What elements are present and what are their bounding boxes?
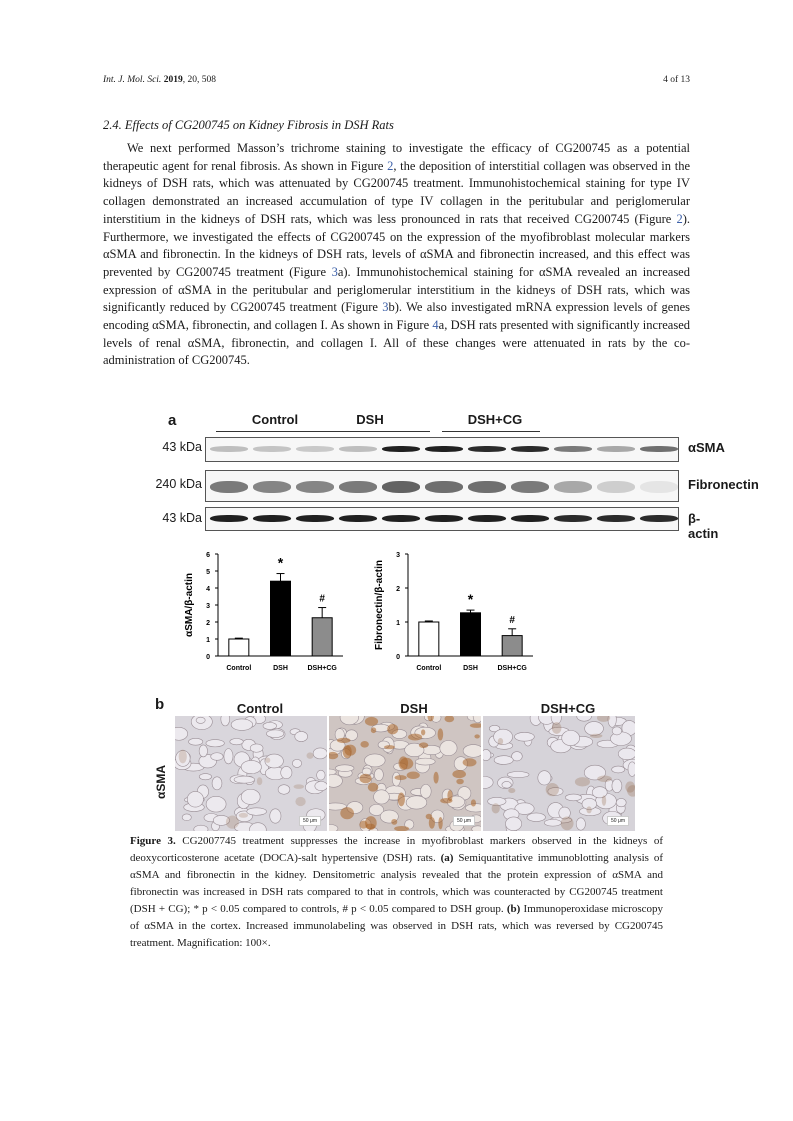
page-number: 4 of 13 [663,75,690,85]
blot-band [210,515,248,522]
kda-label: 43 kDa [162,511,202,525]
figure-link[interactable]: 2 [676,211,683,226]
category-label: DSH [463,665,478,672]
tubule [313,748,327,759]
micro-title-dshcg: DSH+CG [540,701,596,716]
blot-band [468,481,506,493]
stain-deposit [440,798,452,803]
tubule [247,808,267,815]
tubule [628,762,635,777]
tubule [440,740,457,755]
y-tick-label: 2 [396,586,400,593]
blot-band [339,515,377,522]
stain-deposit [590,734,603,738]
stain-deposit [394,826,409,831]
micrograph-dsh [329,716,481,831]
tubule [576,818,585,830]
tubule [317,770,325,780]
blot-band [296,446,334,452]
tubule [415,758,435,765]
figure-link[interactable]: 3 [382,300,389,315]
bar [271,581,291,656]
stain-deposit [575,777,590,786]
stain-deposit [398,792,405,806]
panel-b-label: b [155,696,165,713]
chart-fibronectin [360,544,560,684]
stain-deposit [395,775,407,780]
tubule [187,791,203,807]
tubule [230,739,243,745]
blot-band [554,446,592,452]
caption-label: Figure 3. [130,835,176,847]
stain-deposit [295,797,305,806]
tubule [206,740,224,747]
blot-band [425,446,463,452]
tubule [494,756,513,765]
group-label-dsh: DSH [356,412,384,427]
stain-deposit [421,729,425,735]
tubule [231,719,253,731]
stain-deposit [371,727,376,733]
blot-band [382,515,420,522]
significance-marker: * [277,554,284,571]
tubule [182,814,191,821]
tubule [189,738,203,745]
tubule [270,809,281,823]
stain-deposit [226,815,239,828]
y-tick-label: 1 [396,620,400,627]
stain-deposit [586,806,591,813]
category-label: Control [416,665,442,672]
tubule [374,769,383,781]
blot-band [597,515,635,522]
tubule [612,766,625,773]
significance-marker: # [319,593,325,605]
blot-band [339,446,377,452]
tubule [463,745,481,758]
tubule [221,716,230,726]
bar [312,618,332,656]
blot-band [425,515,463,522]
tubule [612,727,622,735]
bar [229,639,249,656]
blot-band [296,515,334,522]
blot-band [253,515,291,522]
scale-bar: 50 μm [299,816,321,826]
tubule [565,794,581,801]
blot-band [640,481,678,493]
tubule [212,777,222,790]
tubule [505,817,521,831]
micrograph-texture [483,716,635,831]
figure-link[interactable]: 3 [331,264,338,279]
blot-band [597,481,635,493]
tubule [278,785,290,795]
chart-asma [170,544,370,684]
section-title: 2.4. Effects of CG200745 on Kidney Fibrosis in DSH Rats [103,118,394,132]
blot-band [511,446,549,452]
y-axis-label: Fibronectin/β-actin [374,560,385,650]
y-tick-label: 3 [396,552,400,559]
blot-band [425,481,463,493]
stain-deposit [429,817,435,829]
tubule [241,789,260,804]
bar [419,622,439,656]
tubule [562,730,580,745]
micrograph-texture [329,716,481,831]
micrograph-control [175,716,327,831]
paragraph-text: a, DSH rats presented with significantly increased levels of renal αSMA, fibronectin, and collagen I. All of these changes were attenuated in rats by the co-administration of CG200745. [103,318,690,368]
journal-volume: , 20, 508 [182,75,216,85]
figure-link[interactable]: 4 [432,318,439,333]
stain-deposit [602,795,606,805]
stain-deposit [508,788,515,793]
significance-marker: # [509,614,515,626]
tubule [335,765,354,772]
y-tick-label: 5 [206,569,210,576]
stain-deposit [471,799,476,806]
stain-deposit [179,750,187,764]
group-label-dshcg: DSH+CG [467,412,523,427]
stain-deposit [552,722,562,734]
caption-text: Semiquantitative immunoblotting analysis of αSMA and fibronectin in the kidney. Densitometric analysis revealed that the protein expression of αSMA and fibronectin was increased in DSH rats compared to that in controls, which was counteracted by CG200745 treatment (DSH + CG); * p < 0.05 compared to controls, # p < 0.05 compared to DSH group. [130,852,663,915]
micro-row-label: αSMA [154,764,168,799]
blot-band [468,446,506,452]
stain-deposit [398,756,408,769]
tubule [502,781,511,788]
category-label: DSH+CG [307,665,337,672]
tubule [538,771,551,785]
stain-deposit [387,724,398,734]
stain-deposit [407,772,420,780]
tubule [211,753,223,761]
group-underline [216,431,334,432]
stain-deposit [368,783,379,792]
blot-band [253,481,291,493]
blot-band [597,446,635,452]
tubule [224,749,233,764]
blot-fibronectin [205,470,679,502]
journal-name: Int. J. Mol. Sci. [103,75,162,85]
tubule [263,722,277,729]
y-tick-label: 1 [206,637,210,644]
stain-deposit [438,817,442,829]
paragraph-text: We next performed Masson’s trichrome staining to investigate the efficacy of CG200745 as a potential therapeutic agent for renal fibrosis. As shown in Figure [103,141,690,173]
protein-label-asma: αSMA [688,440,725,455]
tubule [585,722,604,736]
y-axis-label: αSMA/β-actin [184,573,195,637]
stain-deposit [365,717,378,726]
blot-band [468,515,506,522]
blot-band [554,515,592,522]
protein-label-fibronectin: Fibronectin [688,477,759,492]
caption-sublabel: (a) [440,852,454,864]
kda-label: 240 kDa [155,477,202,491]
tubule [618,748,635,760]
paragraph-text: b). We also investigated mRNA expression levels of genes encoding αSMA, fibronectin, and collagen I. As shown in Figure [103,300,691,333]
stain-deposit [456,779,464,785]
tubule [266,730,283,738]
figure-3 [150,404,759,824]
stain-deposit [257,777,262,785]
tubule [406,796,427,809]
blot-band [382,481,420,493]
blot-band [382,446,420,452]
stain-deposit [340,807,354,819]
tubule [295,731,308,741]
stain-deposit [597,776,612,782]
tubule [281,766,292,778]
micro-title-dsh: DSH [400,701,428,716]
blot-band [339,481,377,493]
stain-deposit [294,784,304,789]
tubule [483,749,491,760]
figure-caption [130,833,663,952]
group-underline [320,431,430,432]
y-tick-label: 0 [396,654,400,661]
tubule [292,759,301,767]
protein-label-beta-actin: β-actin [688,511,719,541]
stain-deposit [433,772,438,784]
tubule [507,772,529,778]
blot-band [253,446,291,452]
stain-deposit [360,774,372,783]
stain-deposit [337,738,351,743]
stain-deposit [419,742,428,748]
blot-asma [205,437,679,462]
stain-deposit [384,745,395,749]
group-underline [442,431,540,432]
category-label: DSH [273,665,288,672]
tubule [196,717,205,723]
stain-deposit [498,738,503,745]
blot-beta-actin [205,507,679,531]
stain-deposit [463,758,477,766]
y-tick-label: 3 [206,603,210,610]
blot-band [640,515,678,522]
tubule [612,779,622,793]
caption-text: CG2007745 treatment suppresses the increase in myofibroblast markers observed in the kidneys of deoxycorticosterone acetate (DOCA)-salt hypertensive (DSH) rats. [130,835,663,864]
tubule [315,781,327,790]
tubule [199,745,207,757]
micrograph-texture [175,716,327,831]
stain-deposit [474,734,479,738]
panel-a-label: a [168,412,177,429]
tubule [241,760,261,773]
tubule [527,813,545,822]
stain-deposit [307,752,314,758]
tubule [544,819,561,826]
scale-bar: 50 μm [453,816,475,826]
bar [502,636,522,656]
tubule [515,732,535,741]
blot-band [511,515,549,522]
stain-deposit [360,741,368,748]
significance-marker: * [467,591,474,608]
stain-deposit [265,757,270,762]
caption-sublabel: (b) [506,903,521,915]
tubule [374,790,390,804]
blot-band [296,481,334,493]
blot-band [210,446,248,452]
stain-deposit [408,734,422,741]
tubule [420,784,431,798]
stain-deposit [452,770,466,778]
stain-deposit [344,745,356,756]
stain-deposit [391,819,397,825]
category-label: DSH+CG [497,665,527,672]
paragraph-text: a). Immunohistochemical staining for αSMA revealed an increased expression of αSMA in the peritubular and periglomerular interstitium in the kidneys of DSH rats, which was significantly reduced by CG200745 treatment (Figure [103,264,690,315]
stain-deposit [561,816,574,830]
tubule [250,744,263,752]
bar [461,613,481,656]
stain-deposit [366,824,375,830]
y-tick-label: 6 [206,552,210,559]
y-tick-label: 2 [206,620,210,627]
kda-label: 43 kDa [162,440,202,454]
stain-deposit [546,783,559,796]
caption-text: Immunoperoxidase microscopy of αSMA in the cortex. Increased immunolabeling was observed in DSH rats, which was reversed by CG200745 treatment. Magnification: 100×. [130,903,663,949]
y-tick-label: 0 [206,654,210,661]
stain-deposit [239,813,248,818]
tubule [194,825,208,831]
tubule [234,776,255,783]
tubule [206,796,226,812]
paragraph-text: , the deposition of interstitial collagen was observed in the kidneys of DSH rats, which was attenuated by CG200745 treatment. Immunohistochemical staining for type IV collagen demonstrated an increased accumulation of type IV collagen in the peritubular and periglomerular interstitium in the kidneys of DSH rats, which was less pronounced in rats that received CG200745 (Figure [103,158,690,226]
paragraph-text: ). Furthermore, we investigated the effects of CG200745 on the expression of the myofibroblast molecular markers αSMA and fibronectin. In the kidneys of DSH rats, levels of αSMA and fibronectin increased, and this effect was prevented by CG200745 treatment (Figure [103,211,690,279]
micrograph-dshcg [483,716,635,831]
micro-title-control: Control [236,701,284,716]
figure-link[interactable]: 2 [387,158,394,173]
blot-band [210,481,248,493]
stain-deposit [438,728,444,740]
group-label-control: Control [251,412,299,427]
tubule [616,798,626,806]
scale-bar: 50 μm [607,816,629,826]
blot-band [511,481,549,493]
blot-band [554,481,592,493]
category-label: Control [226,665,252,672]
stain-deposit [492,803,500,813]
body-paragraph [103,140,690,370]
tubule [199,774,211,780]
journal-year: 2019 [163,75,183,85]
running-header [103,75,216,85]
blot-band [640,446,678,452]
y-tick-label: 4 [206,586,210,593]
